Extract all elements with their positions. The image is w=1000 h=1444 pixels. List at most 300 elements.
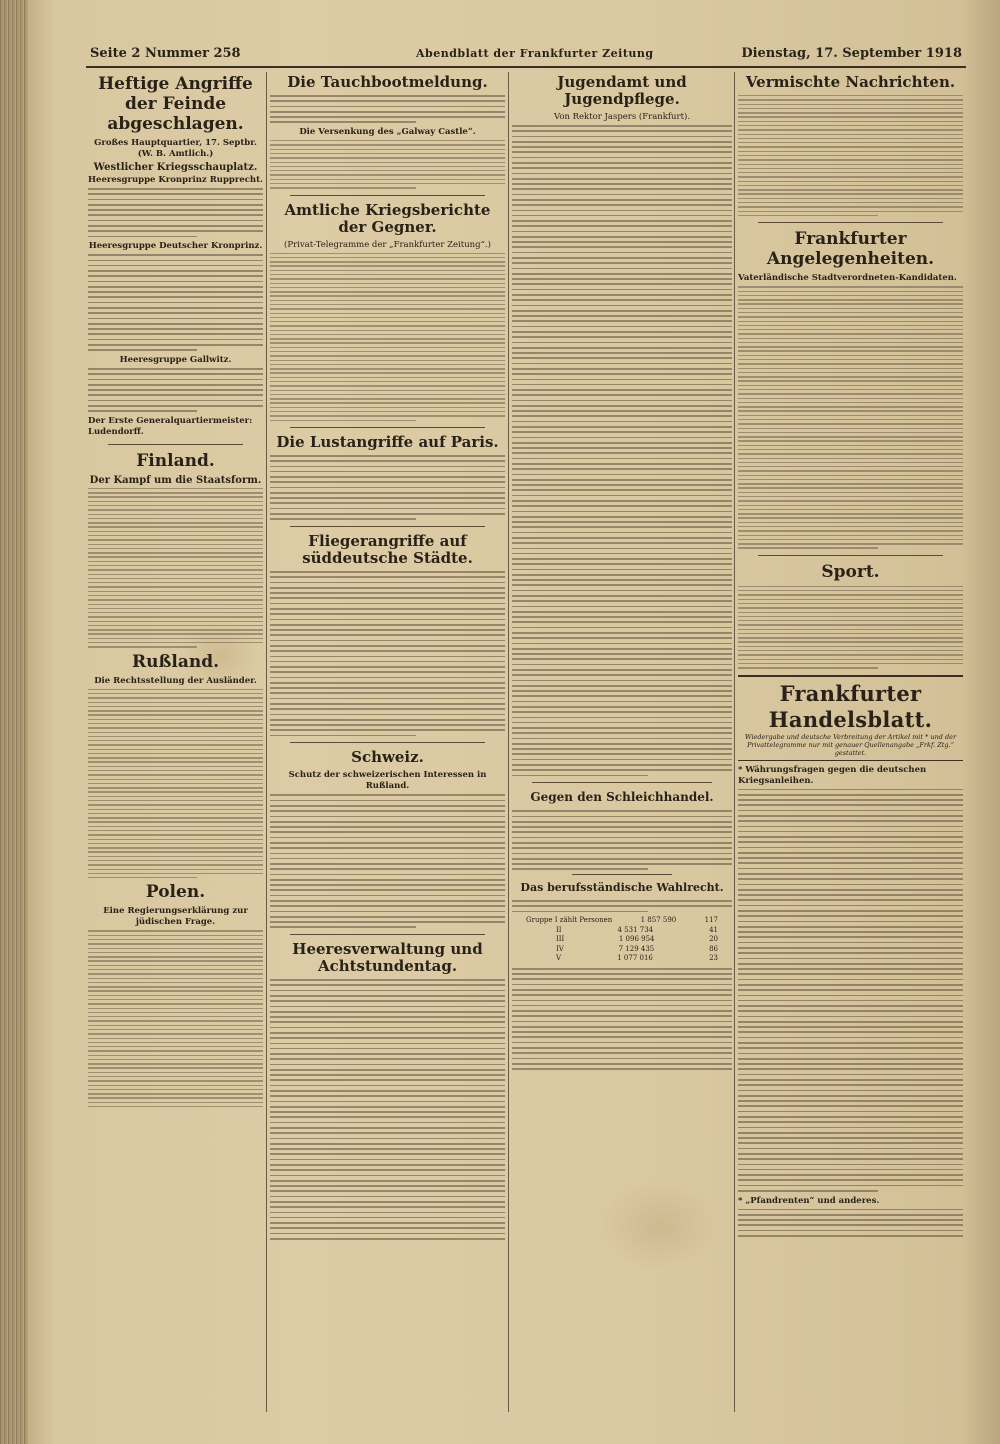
text-line bbox=[738, 590, 963, 591]
text-line bbox=[270, 338, 505, 339]
text-line bbox=[738, 453, 963, 454]
text-line bbox=[88, 1042, 263, 1043]
text-line bbox=[512, 236, 732, 238]
article-body bbox=[270, 571, 505, 736]
text-line bbox=[738, 295, 963, 296]
text-line bbox=[512, 548, 732, 550]
text-line bbox=[270, 278, 505, 279]
text-line bbox=[88, 281, 263, 283]
text-line bbox=[88, 333, 263, 335]
text-line bbox=[738, 142, 963, 143]
text-line bbox=[738, 1230, 963, 1232]
text-line bbox=[512, 389, 732, 391]
text-line bbox=[270, 157, 505, 158]
text-line bbox=[88, 995, 263, 996]
text-line bbox=[270, 313, 505, 314]
text-line bbox=[88, 689, 263, 690]
text-line bbox=[512, 437, 732, 439]
text-line bbox=[512, 738, 732, 740]
text-line bbox=[512, 759, 732, 761]
text-line bbox=[88, 621, 263, 622]
text-line bbox=[512, 532, 732, 534]
table-row bbox=[526, 945, 718, 955]
text-line bbox=[738, 836, 963, 838]
text-line bbox=[738, 889, 963, 891]
text-line bbox=[270, 582, 505, 584]
person-count: 1 857 590 bbox=[640, 916, 677, 925]
text-line bbox=[512, 989, 732, 991]
text-line bbox=[88, 488, 263, 489]
text-line bbox=[270, 858, 505, 860]
subhead-galway-castle: Die Versenkung des „Galway Castle“. bbox=[299, 127, 476, 138]
text-line bbox=[512, 352, 732, 354]
divider bbox=[290, 742, 485, 743]
text-line bbox=[512, 764, 732, 766]
text-line bbox=[512, 595, 732, 597]
text-line bbox=[270, 682, 505, 684]
text-line bbox=[738, 804, 963, 806]
text-line bbox=[88, 978, 263, 979]
article-body bbox=[88, 488, 263, 648]
text-line bbox=[270, 411, 505, 412]
text-line bbox=[88, 302, 263, 304]
subhead-private-telegrams: (Privat-Telegramme der „Frankfurter Zeitung“.) bbox=[284, 239, 491, 250]
text-line bbox=[512, 246, 732, 248]
text-line bbox=[270, 900, 505, 902]
text-line bbox=[88, 633, 263, 634]
text-line bbox=[88, 796, 263, 797]
text-line bbox=[88, 753, 263, 754]
group-label: II bbox=[556, 925, 562, 934]
text-line bbox=[270, 1143, 505, 1145]
handelsblatt-header bbox=[738, 675, 963, 761]
text-line bbox=[88, 766, 263, 767]
text-line bbox=[88, 389, 263, 391]
text-line bbox=[88, 193, 263, 195]
text-line bbox=[88, 1055, 263, 1056]
text-line bbox=[270, 671, 505, 673]
text-line bbox=[512, 199, 732, 201]
text-line bbox=[512, 727, 732, 729]
text-line bbox=[270, 481, 505, 483]
text-line bbox=[88, 706, 263, 707]
mandate-count: 41 bbox=[709, 925, 718, 934]
text-line bbox=[512, 384, 732, 386]
article-body bbox=[512, 900, 732, 912]
text-line bbox=[88, 1016, 263, 1017]
text-line bbox=[738, 189, 963, 190]
text-line bbox=[270, 308, 505, 309]
text-line bbox=[738, 910, 963, 912]
text-line bbox=[512, 664, 732, 666]
text-line bbox=[270, 1127, 505, 1129]
text-line bbox=[270, 677, 505, 679]
column-1 bbox=[88, 72, 263, 1412]
text-line bbox=[88, 505, 263, 506]
text-line bbox=[738, 155, 963, 156]
text-line bbox=[738, 505, 963, 506]
text-line bbox=[512, 558, 732, 560]
text-line bbox=[512, 151, 732, 153]
text-line bbox=[738, 329, 963, 330]
text-line bbox=[270, 831, 505, 833]
text-line bbox=[738, 884, 963, 886]
text-line bbox=[512, 632, 732, 634]
text-line bbox=[270, 1058, 505, 1060]
text-line bbox=[738, 607, 963, 608]
text-line bbox=[738, 1132, 963, 1134]
text-line bbox=[88, 740, 263, 741]
text-line bbox=[738, 1190, 878, 1192]
text-line bbox=[738, 475, 963, 476]
text-line bbox=[512, 821, 732, 823]
text-line bbox=[88, 344, 263, 346]
text-line bbox=[738, 376, 963, 377]
text-line bbox=[738, 810, 963, 812]
text-line bbox=[738, 947, 963, 949]
text-line bbox=[270, 613, 505, 615]
text-line bbox=[512, 994, 732, 996]
subhead-army-group-1: Heeresgruppe Kronprinz Rupprecht. bbox=[88, 175, 263, 185]
headline-enemy-reports: Amtliche Kriegsberichte der Gegner. bbox=[284, 200, 491, 236]
article-body bbox=[270, 253, 505, 421]
text-line bbox=[270, 261, 505, 262]
text-line bbox=[512, 310, 732, 312]
text-line bbox=[270, 1106, 505, 1108]
text-line bbox=[88, 400, 263, 402]
text-line bbox=[270, 692, 505, 694]
text-line bbox=[88, 209, 263, 211]
text-line bbox=[738, 151, 963, 152]
text-line bbox=[738, 926, 963, 928]
text-line bbox=[738, 462, 963, 463]
text-line bbox=[270, 295, 505, 296]
text-line bbox=[270, 724, 505, 726]
text-line bbox=[270, 863, 505, 865]
text-line bbox=[88, 405, 263, 407]
text-line bbox=[88, 791, 263, 792]
text-line bbox=[270, 394, 505, 395]
text-line bbox=[88, 394, 263, 396]
text-line bbox=[738, 134, 963, 135]
text-line bbox=[270, 921, 505, 923]
text-line bbox=[270, 1175, 505, 1177]
text-line bbox=[738, 129, 963, 130]
text-line bbox=[88, 1072, 263, 1073]
text-line bbox=[738, 449, 963, 450]
divider bbox=[758, 555, 943, 556]
text-line bbox=[270, 1101, 505, 1103]
text-line bbox=[270, 381, 505, 382]
text-line bbox=[88, 1067, 263, 1068]
text-line bbox=[738, 291, 963, 292]
text-line bbox=[88, 1102, 263, 1103]
text-line bbox=[270, 698, 505, 700]
text-line bbox=[88, 851, 263, 852]
text-line bbox=[738, 1179, 963, 1181]
text-line bbox=[88, 254, 263, 256]
text-line bbox=[512, 505, 732, 507]
text-line bbox=[738, 942, 963, 944]
text-line bbox=[738, 1127, 963, 1129]
text-line bbox=[738, 995, 963, 997]
headline-finland: Finland. bbox=[136, 450, 215, 471]
text-line bbox=[270, 325, 505, 326]
text-line bbox=[512, 299, 732, 301]
text-line bbox=[738, 905, 963, 907]
text-line bbox=[512, 125, 732, 127]
text-line bbox=[738, 1084, 963, 1086]
text-line bbox=[512, 537, 732, 539]
text-line bbox=[738, 176, 963, 177]
text-line bbox=[88, 1033, 263, 1034]
text-line bbox=[738, 899, 963, 901]
text-line bbox=[88, 328, 263, 330]
text-line bbox=[270, 608, 505, 610]
text-line bbox=[738, 868, 963, 870]
text-line bbox=[738, 168, 963, 169]
text-line bbox=[512, 1042, 732, 1044]
text-line bbox=[88, 864, 263, 865]
text-line bbox=[512, 463, 732, 465]
text-line bbox=[512, 911, 648, 913]
text-line bbox=[270, 714, 505, 716]
text-line bbox=[270, 1048, 505, 1050]
text-line bbox=[88, 830, 263, 831]
text-line bbox=[738, 112, 963, 113]
text-line bbox=[738, 513, 963, 514]
text-line bbox=[88, 834, 263, 835]
text-line bbox=[738, 857, 963, 859]
text-line bbox=[270, 372, 505, 373]
text-line bbox=[88, 291, 263, 293]
text-line bbox=[738, 1031, 963, 1033]
text-line bbox=[270, 1164, 505, 1166]
text-line bbox=[512, 410, 732, 412]
text-line bbox=[88, 744, 263, 745]
text-line bbox=[738, 1148, 963, 1150]
headline-black-market: Gegen den Schleichhandel. bbox=[530, 790, 714, 805]
text-line bbox=[88, 492, 263, 493]
text-line bbox=[738, 1016, 963, 1018]
text-line bbox=[512, 711, 732, 713]
text-line bbox=[88, 873, 263, 874]
text-line bbox=[270, 460, 505, 462]
text-line bbox=[738, 406, 963, 407]
text-line bbox=[738, 500, 963, 501]
text-line bbox=[738, 659, 963, 660]
text-line bbox=[512, 188, 732, 190]
text-line bbox=[270, 1006, 505, 1008]
subhead-pfandrenten: * „Pfandrenten“ und anderes. bbox=[738, 1195, 880, 1206]
text-line bbox=[738, 1074, 963, 1076]
text-line bbox=[512, 853, 732, 855]
text-line bbox=[88, 982, 263, 983]
text-line bbox=[88, 260, 263, 262]
text-line bbox=[738, 428, 963, 429]
text-line bbox=[738, 432, 963, 433]
dateline: Großes Hauptquartier, 17. Septbr. (W. B. Amtlich.) bbox=[94, 138, 257, 159]
text-line bbox=[738, 402, 963, 403]
text-line bbox=[270, 140, 505, 141]
article-body bbox=[88, 254, 263, 351]
text-line bbox=[270, 334, 505, 335]
text-line bbox=[270, 304, 505, 305]
text-line bbox=[512, 415, 732, 417]
text-line bbox=[512, 183, 732, 185]
text-line bbox=[88, 1003, 263, 1004]
text-line bbox=[738, 436, 963, 437]
text-line bbox=[270, 1116, 505, 1118]
text-line bbox=[270, 1222, 505, 1224]
text-line bbox=[88, 826, 263, 827]
masthead bbox=[86, 44, 966, 68]
text-line bbox=[270, 502, 505, 504]
text-line bbox=[738, 299, 963, 300]
text-line bbox=[88, 1063, 263, 1064]
text-line bbox=[88, 990, 263, 991]
text-line bbox=[270, 905, 505, 907]
text-line bbox=[512, 1036, 732, 1038]
text-line bbox=[88, 1085, 263, 1086]
text-line bbox=[270, 390, 505, 391]
text-line bbox=[270, 735, 416, 737]
text-line bbox=[270, 995, 505, 997]
text-line bbox=[88, 582, 263, 583]
signature: Der Erste Generalquartiermeister: Ludendorff. bbox=[88, 415, 253, 437]
text-line bbox=[270, 174, 505, 175]
text-line bbox=[512, 400, 732, 402]
text-line bbox=[512, 342, 732, 344]
text-line bbox=[88, 939, 263, 940]
text-line bbox=[738, 535, 963, 536]
text-line bbox=[88, 969, 263, 970]
text-line bbox=[270, 1053, 505, 1055]
text-line bbox=[270, 347, 505, 348]
text-line bbox=[270, 847, 505, 849]
text-line bbox=[512, 283, 732, 285]
text-line bbox=[88, 638, 263, 639]
text-line bbox=[270, 1037, 505, 1039]
text-line bbox=[88, 204, 263, 206]
text-line bbox=[512, 643, 732, 645]
text-line bbox=[738, 159, 963, 160]
mandate-count: 117 bbox=[704, 916, 718, 925]
headline-attacks: Heftige Angriffe der Feinde abgeschlagen. bbox=[98, 74, 253, 134]
text-line bbox=[738, 616, 963, 617]
article-body bbox=[270, 95, 505, 123]
text-line bbox=[270, 708, 505, 710]
text-line bbox=[88, 714, 263, 715]
text-line bbox=[512, 606, 732, 608]
text-line bbox=[88, 1008, 263, 1009]
text-line bbox=[738, 1158, 963, 1160]
text-line bbox=[88, 935, 263, 936]
divider bbox=[290, 526, 485, 527]
text-line bbox=[88, 965, 263, 966]
text-line bbox=[270, 597, 505, 599]
group-label: IV bbox=[556, 944, 564, 953]
text-line bbox=[270, 317, 505, 318]
text-line bbox=[738, 125, 963, 126]
text-line bbox=[738, 526, 963, 527]
text-line bbox=[738, 286, 963, 287]
text-line bbox=[738, 543, 963, 544]
text-line bbox=[270, 415, 505, 416]
text-line bbox=[270, 640, 505, 642]
text-line bbox=[88, 800, 263, 801]
text-line bbox=[512, 669, 732, 671]
text-line bbox=[270, 1064, 505, 1066]
text-line bbox=[88, 779, 263, 780]
text-line bbox=[88, 569, 263, 570]
text-line bbox=[88, 608, 263, 609]
group-label: V bbox=[556, 954, 562, 963]
text-line bbox=[738, 1021, 963, 1023]
text-line bbox=[738, 1068, 963, 1070]
text-line bbox=[88, 943, 263, 944]
text-line bbox=[512, 680, 732, 682]
text-line bbox=[88, 787, 263, 788]
text-line bbox=[270, 492, 505, 494]
text-line bbox=[738, 483, 963, 484]
text-line bbox=[88, 1025, 263, 1026]
text-line bbox=[512, 204, 732, 206]
text-line bbox=[88, 265, 263, 267]
text-line bbox=[738, 193, 963, 194]
text-line bbox=[88, 843, 263, 844]
text-line bbox=[88, 1029, 263, 1030]
text-line bbox=[88, 1089, 263, 1090]
text-line bbox=[512, 837, 732, 839]
text-line bbox=[270, 187, 416, 188]
text-line bbox=[512, 305, 732, 307]
text-line bbox=[512, 775, 648, 777]
text-line bbox=[512, 1010, 732, 1012]
text-line bbox=[512, 863, 732, 865]
text-line bbox=[512, 141, 732, 143]
text-line bbox=[88, 736, 263, 737]
text-line bbox=[270, 624, 505, 626]
text-line bbox=[512, 574, 732, 576]
text-line bbox=[512, 1026, 732, 1028]
text-line bbox=[270, 666, 505, 668]
column-rule bbox=[734, 72, 735, 1412]
text-line bbox=[512, 495, 732, 497]
text-line bbox=[88, 599, 263, 600]
text-line bbox=[88, 220, 263, 222]
text-line bbox=[88, 813, 263, 814]
text-line bbox=[738, 1219, 963, 1221]
text-line bbox=[738, 654, 963, 655]
text-line bbox=[738, 599, 963, 600]
text-line bbox=[270, 821, 505, 823]
text-line bbox=[738, 445, 963, 446]
text-line bbox=[738, 164, 963, 165]
text-line bbox=[270, 351, 505, 352]
article-body bbox=[738, 1209, 963, 1237]
text-line bbox=[270, 1180, 505, 1182]
text-line bbox=[270, 916, 505, 918]
text-line bbox=[738, 952, 963, 954]
text-line bbox=[88, 514, 263, 515]
subhead-western-front: Westlicher Kriegsschauplatz. bbox=[93, 162, 258, 173]
text-line bbox=[270, 650, 505, 652]
text-line bbox=[738, 138, 963, 139]
text-line bbox=[738, 206, 963, 207]
text-line bbox=[270, 1212, 505, 1214]
text-line bbox=[88, 1038, 263, 1039]
